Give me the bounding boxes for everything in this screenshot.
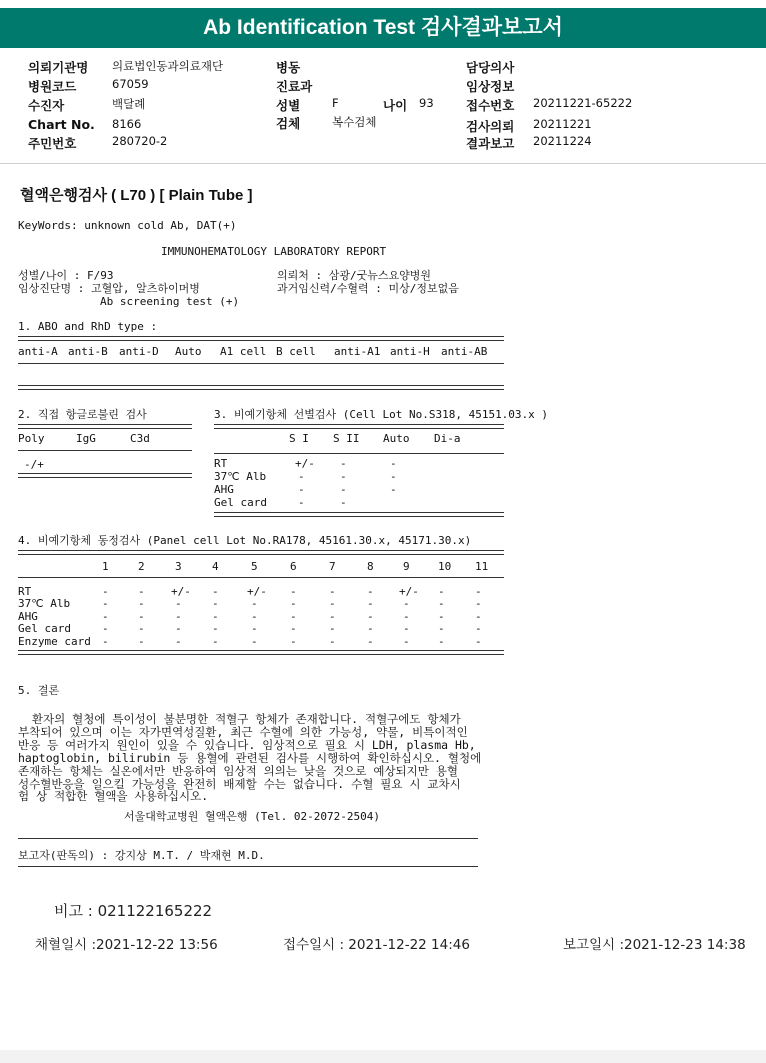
panel-cell: - (290, 622, 297, 636)
panel-cell: - (175, 597, 182, 611)
screen-row-label: Gel card (214, 496, 267, 509)
abo-header: anti-A1 (334, 345, 381, 358)
panel-cell: - (251, 609, 258, 623)
panel-header: 4 (212, 560, 219, 573)
panel-cell: - (175, 634, 182, 648)
panel-cell: - (367, 622, 374, 636)
panel-header: 2 (138, 560, 145, 573)
specimen-value: 복수검체 (332, 115, 377, 129)
panel-header: 9 (403, 560, 410, 573)
conclusion-line: 부착되어 있으며 이는 자가면역성질환, 최근 수혈에 의한 가능성, 약물, 비특이적인 (18, 724, 468, 739)
panel-cell: - (212, 609, 219, 623)
panel-header: 5 (251, 560, 258, 573)
panel-cell: - (438, 597, 445, 611)
panel-cell: - (367, 609, 374, 623)
ward-label: 병동 (276, 60, 301, 75)
conclusion-line: 반응 등 여러가지 원인이 있을 수 있습니다. 임상적으로 필요 시 LDH, plasma Hb, (18, 737, 476, 752)
conclusion-line: 존재하는 항체는 실온에서만 반응하여 임상적 의의는 낮을 것으로 예상되지만 용혈 (18, 763, 459, 778)
panel-cell: - (367, 585, 374, 598)
reporter-line: 보고자(판독의) : 강지상 M.T. / 박재현 M.D. (18, 849, 265, 862)
abo-header: Auto (175, 345, 202, 358)
panel-cell: - (138, 634, 145, 648)
panel-header: 1 (102, 560, 109, 573)
panel-cell: - (138, 585, 145, 598)
requester-line: 의뢰처 : 삼광/굿뉴스요양병원 (277, 269, 432, 282)
dept-label: 진료과 (276, 79, 313, 94)
panel-cell: +/- (399, 585, 419, 598)
code-label: 병원코드 (28, 79, 77, 94)
screen-cell: - (298, 483, 305, 496)
received-datetime: 접수일시 : 2021-12-22 14:46 (283, 937, 470, 953)
panel-cell: - (138, 622, 145, 636)
panel-cell: - (367, 634, 374, 648)
chart-value: 8166 (112, 117, 142, 131)
panel-header: 11 (475, 560, 489, 573)
history-line: 과거임신력/수혈력 : 미상/정보없음 (277, 282, 459, 295)
header-divider (0, 163, 766, 164)
banner-title: Ab Identification Test 검사결과보고서 (0, 8, 766, 48)
panel-cell: - (138, 609, 145, 623)
panel-title: 혈액은행검사 ( L70 ) [ Plain Tube ] (20, 187, 253, 204)
diagnosis-line: 임상진단명 : 고혈압, 알츠하이머병 (18, 282, 200, 295)
panel-cell: - (329, 634, 336, 648)
reception-no-label: 접수번호 (466, 98, 515, 113)
sex-value: F (332, 96, 339, 110)
panel-cell: - (329, 622, 336, 636)
panel-cell: - (251, 622, 258, 636)
dat-value: -/+ (24, 458, 44, 471)
panel-cell: - (138, 597, 145, 611)
abo-header: anti-D (119, 345, 159, 358)
screen-cell: - (340, 470, 347, 483)
screen-row-label: AHG (214, 483, 234, 496)
panel-cell: - (212, 585, 219, 598)
panel-cell: - (403, 622, 410, 636)
conclusion-line: 험 상 적합한 혈액을 사용하십시오. (18, 789, 209, 804)
screening-line: Ab screening test (+) (100, 295, 240, 308)
screen-cell: - (340, 483, 347, 496)
abo-header: anti-B (68, 345, 108, 358)
panel-cell: - (102, 622, 109, 636)
abo-header: anti-AB (441, 345, 488, 358)
panel-cell: - (290, 585, 297, 598)
screen-cell: - (298, 496, 305, 509)
report-date-value: 20211224 (533, 134, 592, 148)
panel-header: 6 (290, 560, 297, 573)
patient-value: 백달례 (112, 97, 146, 111)
age-value: 93 (419, 96, 434, 110)
section-1-title: 1. ABO and RhD type : (18, 320, 158, 333)
id-label: 주민번호 (28, 136, 77, 151)
section-4-title: 4. 비예기항체 동정검사 (Panel cell Lot No.RA178, 45161.30.x, 45171.30.x) (18, 534, 472, 547)
report-date-label: 결과보고 (466, 136, 515, 151)
sex-label: 성별 (276, 98, 301, 113)
dat-header: Poly (18, 432, 45, 445)
conclusion-text (18, 713, 481, 803)
panel-cell: - (367, 597, 374, 611)
screen-cell: - (390, 457, 397, 470)
conclusion-line: haptoglobin, bilirubin 등 용혈에 관련된 검사를 시행하여 확인하십시오. 혈청에 (18, 750, 482, 765)
code-value: 67059 (112, 77, 149, 91)
panel-cell: - (212, 622, 219, 636)
sex-age-line: 성별/나이 : F/93 (18, 269, 114, 282)
panel-row-label: Enzyme card (18, 634, 91, 648)
abo-header: anti-A (18, 345, 58, 358)
conclusion-line: 성수혈반응을 일으킬 가능성을 완전히 배제할 수는 없습니다. 수혈 필요 시 교차시 (18, 776, 461, 791)
panel-cell: - (438, 622, 445, 636)
screen-header: S I (289, 432, 309, 445)
abo-header: A1 cell (220, 345, 267, 358)
abo-header: B cell (276, 345, 316, 358)
screen-cell: - (390, 470, 397, 483)
patient-label: 수진자 (28, 98, 65, 113)
conclusion-line: 환자의 혈청에 특이성이 불분명한 적혈구 항체가 존재합니다. 적혈구에도 항체가 (18, 712, 461, 726)
panel-cell: - (438, 634, 445, 648)
panel-cell: - (475, 622, 482, 636)
report-heading: IMMUNOHEMATOLOGY LABORATORY REPORT (161, 245, 387, 258)
panel-header: 10 (438, 560, 452, 573)
screen-row-label: RT (214, 457, 228, 470)
panel-cell: - (251, 634, 258, 648)
panel-cell: - (329, 597, 336, 611)
specimen-label: 검체 (276, 116, 301, 131)
panel-header: 7 (329, 560, 336, 573)
panel-row-label: RT (18, 585, 32, 598)
panel-cell: - (212, 634, 219, 648)
dat-header: IgG (76, 432, 96, 445)
panel-cell: - (438, 585, 445, 598)
panel-header: 3 (175, 560, 182, 573)
panel-cell: - (475, 634, 482, 648)
dat-header: C3d (130, 432, 150, 445)
abo-header: anti-H (390, 345, 430, 358)
panel-cell: - (102, 585, 109, 598)
chart-label: Chart No. (28, 117, 95, 132)
lab-name: 서울대학교병원 혈액은행 (Tel. 02-2072-2504) (124, 810, 380, 823)
panel-cell: - (212, 597, 219, 611)
screen-header: Di-a (434, 432, 461, 445)
panel-cell: - (403, 634, 410, 648)
reported-datetime: 보고일시 :2021-12-23 14:38 (563, 937, 746, 953)
panel-cell: - (475, 609, 482, 623)
section-2-title: 2. 직접 항글로불린 검사 (18, 408, 147, 421)
age-label: 나이 (383, 98, 408, 113)
screen-cell: - (390, 483, 397, 496)
id-value: 280720-2 (112, 134, 168, 148)
panel-cell: +/- (171, 585, 191, 598)
keywords-line: KeyWords: unknown cold Ab, DAT(+) (18, 219, 237, 232)
section-5-title: 5. 결론 (18, 684, 60, 697)
panel-cell: - (403, 597, 410, 611)
panel-cell: - (251, 597, 258, 611)
panel-cell: - (102, 609, 109, 623)
remark: 비고 : 021122165222 (54, 902, 213, 920)
panel-cell: - (329, 609, 336, 623)
panel-cell: - (329, 585, 336, 598)
panel-header: 8 (367, 560, 374, 573)
panel-cell: - (438, 609, 445, 623)
panel-cell: - (102, 634, 109, 648)
panel-row-label: AHG (18, 609, 38, 623)
doctor-label: 담당의사 (466, 60, 515, 75)
screen-header: S II (333, 432, 360, 445)
panel-cell: - (403, 609, 410, 623)
section-3-title: 3. 비예기항체 선별검사 (Cell Lot No.S318, 45151.03.x ) (214, 408, 549, 421)
screen-cell: +/- (295, 457, 315, 470)
collected-datetime: 채혈일시 :2021-12-22 13:56 (35, 937, 218, 953)
hospital-value: 의료법인동과의료재단 (112, 59, 224, 73)
panel-cell: - (475, 585, 482, 598)
panel-cell: - (475, 597, 482, 611)
request-date-label: 검사의뢰 (466, 119, 515, 134)
panel-cell: - (175, 622, 182, 636)
panel-cell: - (102, 597, 109, 611)
request-date-value: 20211221 (533, 117, 592, 131)
panel-cell: - (290, 597, 297, 611)
reception-no-value: 20211221-65222 (533, 96, 633, 110)
screen-cell: - (298, 470, 305, 483)
screen-row-label: 37℃ Alb (214, 470, 267, 483)
panel-cell: - (290, 609, 297, 623)
screen-header: Auto (383, 432, 410, 445)
panel-cell: +/- (247, 585, 267, 598)
panel-cell: - (290, 634, 297, 648)
clinical-label: 임상정보 (466, 79, 515, 94)
hospital-label: 의뢰기관명 (28, 60, 89, 75)
panel-cell: - (175, 609, 182, 623)
panel-row-label: Gel card (18, 622, 71, 636)
panel-row-label: 37℃ Alb (18, 597, 71, 611)
screen-cell: - (340, 457, 347, 470)
screen-cell: - (340, 496, 347, 509)
